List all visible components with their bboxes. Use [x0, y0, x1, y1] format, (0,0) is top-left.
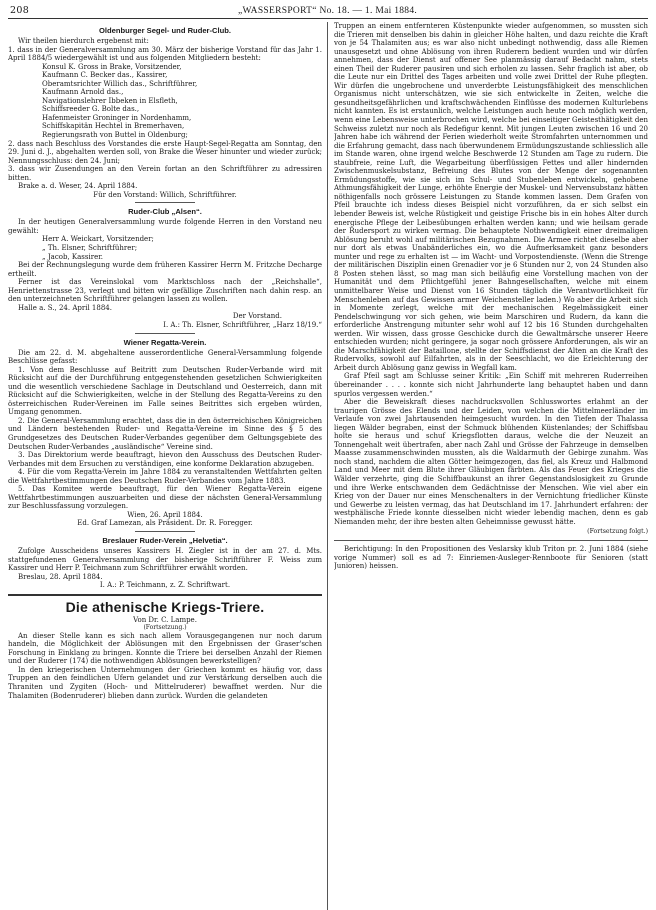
list-item: Regierungsrath von Buttel in Oldenburg;	[42, 131, 188, 140]
continuation-note: (Fortsetzung.)	[143, 624, 187, 632]
paragraph: Ferner ist das Vereinslokal vom Marktschloss nach der „Reichshalle“, Henriettenstrasse 23, verlegt und bitten wir gefällige Zuschriften nach dahin resp. an den unterzeichneten Schriftführer gelangen lassen zu wollen.	[8, 278, 322, 304]
list-item: Kaufmann C. Becker das., Kassirer,	[42, 71, 168, 80]
article-author: Von Dr. C. Lampe.	[133, 615, 197, 624]
paragraph: 1. dass in der Generalversammlung am 30. März der bisherige Vorstand für das Jahr 1. April 1884/5 wiedergewählt ist und aus folgenden Mitgliedern besteht:	[8, 45, 322, 63]
left-column	[8, 22, 328, 910]
divider	[334, 540, 648, 541]
signature: Der Vorstand.	[232, 312, 282, 321]
running-title: „WASSERSPORT“ No. 18. — 1. Mai 1884.	[237, 6, 418, 16]
section-heading: Oldenburger Segel- und Ruder-Club.	[98, 26, 232, 35]
paragraph: 2. dass nach Beschluss des Vorstandes die erste Haupt-Segel-Regatta am Sonntag, den 29. Juni d. J., abgehalten werden soll, von Brake die Weser hinunter und wieder zurück; Nennungsschluss: den 24. Juni;	[8, 139, 322, 165]
paragraph: An dieser Stelle kann es sich nach allem Vorausgegangenen nur noch darum handeln, die Möglichkeit der Ablösungen mit den Ergebnissen der Graser'schen Forschung in Einklang zu bringen. Konnte die Triere bei derselben Anzahl der Riemen und der Ruderer (174) die nothwendigen Ablösungen bewerkstelligen?	[8, 631, 322, 666]
page-number: 208	[10, 5, 30, 16]
paragraph: Die am 22. d. M. abgehaltene ausserordentliche General-Versammlung folgende Beschlüsse gefasst:	[8, 348, 322, 366]
paragraph: 2. Die General-Versammlung erachtet, dass die in den österreichischen Königreichen und Ländern bestehenden Ruder- und Regatta-Vereine im Sinne des § 5 des Grundgesetzes des Deutschen Ruder-Verbandes gegenüber dem Geltungsgebiete des Deutschen Ruder-Verbandes „ausländische“ Vereine sind.	[8, 416, 322, 451]
list-item: Oberamtsrichter Willich das., Schriftführer,	[42, 79, 198, 88]
list-item: Konsul K. Gross in Brake, Vorsitzender,	[42, 62, 182, 71]
columns	[8, 22, 648, 910]
paragraph: 5. Das Komitee werde beauftragt, für den Wiener Regatta-Verein eigene Wettfahrtbestimmungen auszuarbeiten und diese der nächsten General-Versammlung zur Beschlussfassung vorzulegen.	[8, 485, 322, 511]
list-item: Hafenmeister Groninger in Nordenhamm,	[42, 113, 192, 122]
signature: I. A.: Th. Elsner, Schriftführer, „Harz 18/19.“	[163, 320, 322, 329]
article-title: Die athenische Kriegs-Triere.	[65, 598, 265, 615]
signature: Ed. Graf Lamezan, als Präsident. Dr. R. Foregger.	[77, 519, 253, 528]
dateline: Breslau, 28. April 1884.	[18, 572, 103, 581]
list-item: „ Th. Elsner, Schriftführer;	[42, 244, 138, 253]
divider	[135, 531, 195, 532]
section-oldenburger	[8, 26, 322, 199]
list-item: Schiffskapitän Hechtel in Bremerhaven,	[42, 122, 185, 131]
section-heading: Wiener Regatta-Verein.	[123, 337, 207, 347]
list-item: „ Jacob, Kassirer.	[42, 252, 104, 261]
section-heading: Breslauer Ruder-Verein „Helvetia“.	[102, 535, 228, 545]
paragraph: 1. Von dem Beschlusse auf Beitritt zum Deutschen Ruder-Verbande wird mit Rücksicht auf die der Durchführung entgegenstehenden gesetzlichen Schwierigkeiten und die wesentlich verschiedene Sachlage in Deutschland und Oesterreich, dann mit Rücksicht auf die Schwierigkeiten, welche in der Stellung des Regatta-Vereins zu den österreichischen Ruder-Vereinen im Falle seines Beitrittes sich ergeben würden, Umgang genommen.	[8, 365, 322, 417]
article-rule	[8, 594, 322, 596]
right-column	[328, 22, 648, 910]
section-heading: Ruder-Club „Alsen“.	[128, 207, 202, 217]
paragraph: Bei der Rechnungslegung wurde dem früheren Kassirer Herrn M. Fritzche Decharge ertheilt.	[8, 261, 322, 278]
section-wiener	[8, 338, 322, 528]
paragraph: In den kriegerischen Unternehmungen der Griechen kommt es häufig vor, dass Truppen an den feindlichen Ufern gelandet und zur Verstärkung derselben auch die Thraniten und Zygiten (Hoch- und Mittelruderer) bewaffnet werden. Nur die Thalamiten (Bodenruderer) blieben dann zurück. Wurden die gelandeten	[8, 665, 322, 700]
dateline: Halle a. S., 24. April 1884.	[18, 303, 112, 312]
paragraph: 3. dass wir Zusendungen an den Verein fortan an den Schriftführer zu adressiren bitten.	[8, 165, 322, 182]
continuation-note: (Fortsetzung folgt.)	[587, 528, 648, 536]
signature: Für den Vorstand: Willich, Schriftführer.	[93, 190, 237, 199]
dateline: Wien, 26. April 1884.	[127, 510, 203, 519]
dateline: Brake a. d. Weser, 24. April 1884.	[18, 182, 138, 191]
article	[8, 599, 322, 700]
paragraph: Graf Pfeil sagt am Schlusse seiner Kritik: „Ein Schiff mit mehreren Ruderreihen übereinander . . . . konnte sich nicht Jahrhunderte lang behauptet haben und dann spurlos vergessen werden.“	[334, 372, 648, 398]
paragraph: Wir theilen hierdurch ergebenst mit:	[18, 37, 149, 45]
list-item: Herr A. Weickart, Vorsitzender;	[42, 235, 154, 244]
paragraph: Truppen an einem entfernteren Küstenpunkte wieder aufgenommen, so mussten sich die Trieren mit denselben bis dahin in gleicher Höhe halten, und dazu reichte die Kraft von je 54 Thalamiten aus; es war also nicht unbedingt nothwendig, dass alle Riemen unausgesetzt und ohne Ablösung von ihren Ruderern bedient wurden und wir dürfen annehmen, dass der Dienst auf offener See planmässig darauf Bedacht nahm, stets einen Theil der Ruderer pausiren und sich erholen zu lassen. Sehr fraglich ist aber, ob die Leute nur ein Drittel des Tages arbeiten und volle zwei Drittel der Ruhe pflegten. Wir dürfen die ungebrochene und unverderbte Leistungsfähigkeit des menschlichen Organismus nicht unterschätzen, wie sie sich entwickelte in Zeiten, welche die gesundheitsgefährlichen und kraftschwächenden Einflüsse des modernen Kulturlebens nicht kannten. Es ist erstaunlich, welche Leistungen auch heute noch möglich werden, wenn eine Lebensweise unterbrochen wird, welche bei einseitiger Geistesthätigkeit den Schweiss zuletzt nur noch als Redefigur kennt. Mit jungen Leuten zwischen 16 und 20 Jahren habe ich während der Ferien wiederholt weite Stromfahrten unternommen und die Erfahrung gemacht, dass nach überwundenem Ermüdungszustande schliesslich alle im Stande waren, ohne irgend welche Beschwerde 12 Stunden am Tage zu rudern. Die staubfreie, reine Luft, die Wegarbeitung überflüssigen Fettes und aller hindernden Zwischenmuskelsubstanz, Befreiung des Blutes von der Menge der sogenannten Ermüdungsstoffe, wie sie sich im Schul- und Stubenleben entwickeln, gehobene Athmungsfähigkeit der Lunge, erhöhte Energie der Muskel- und Nervensubstanz hätten nöthigenfalls noch grössere Leistungen zu Stande kommen lassen. Dem Grafen von Pfeil brauchte ich indess dieses Beispiel nicht vorzuführen, da er sich selbst ein lebender Beweis ist, welche Rüstigkeit und geistige Frische bis in ein hohes Alter durch energische Pflege der Leibesübungen erhalten werden kann; und wie heilsam gerade der Rudersport zu wirken vermag. Die behauptete Nothwendigkeit einer dreimaligen Ablösung beruht wohl auf militärischen Bezugnahmen. Die Armee richtet dieselbe aber nur dort als etwas Unabänderliches ein, wo die Aufmerksamkeit ganz besonders munter und rege zu erhalten ist — im Wacht- und Vorpostendienste. (Wenn die Strenge der militärischen Disziplin einen Grenadier vor je 6 Stunden nur 2, von 24 Stunden also 8 Posten stehen lässt, so mag man sich beiläufig eine Vorstellung machen von der Humanität und dem Pflichtgefühl jener Bahngesellschaften, welche mit einem unmittelbarer Weise und Dienst von 16 Stunden täglich die Verantwortlichkeit für Menschenleben auf das Gewissen armer Weichensteller laden.) Wo aber die Arbeit sich in Momente zerlegt, welche mit der mechanischen Regelmässigkeit einer Pendelschwingung vor sich gehen, wie beim Marschiren und Rudern, da kann die erforderliche Anstrengung mitunter sehr wohl auf 12 bis 16 Stunden durchgehalten werden. Wir wissen, dass grosse Geschicke durch die Gewaltmärsche unserer Heere entschieden wurden; nicht geringere, ja sogar noch grössere Anforderungen, als wir an die Marschfähigkeit der Bataillone, stellte der Schiffsdienst der Alten an die Kraft des Rudervolks, sowohl auf Eilfahrten, als in der Seeschlacht, wo die Erleichterung der Arbeit durch Ablösung ganz gewiss in Wegfall kam.	[334, 22, 648, 372]
divider	[135, 202, 195, 203]
list-item: Kaufmann Arnold das.,	[42, 88, 124, 97]
list-item: Navigationslehrer Ibbeken in Elsfleth,	[42, 96, 178, 105]
page-header	[8, 6, 648, 19]
list-item: Schiffsreeder G. Bolte das.,	[42, 105, 140, 114]
divider	[135, 333, 195, 334]
correction-notice: Berichtigung: In den Propositionen des Veslarsky klub Triton pr. 2. Juni 1884 (siehe vorige Nummer) soll es ad 7: Einriemen-Ausleger-Rennboote für Senioren (statt Junioren) heissen.	[334, 545, 648, 571]
paragraph: In der heutigen Generalversammlung wurde folgende Herren in den Vorstand neu gewählt:	[8, 218, 322, 235]
signature: I. A.: P. Teichmann, z. Z. Schriftwart.	[99, 581, 231, 590]
section-alsen	[8, 207, 322, 329]
section-breslauer	[8, 536, 322, 590]
paragraph: Zufolge Ausscheidens unseres Kassirers H. Ziegler ist in der am 27. d. Mts. stattgefundenen Generalversammlung der bisherige Schriftführer F. Weiss zum Kassirer und Herr P. Teichmann zum Schriftführer erwählt worden.	[8, 546, 322, 573]
paragraph: Aber die Beweiskraft dieses nachdrucksvollen Schlusswortes erlahmt an der traurigen Grösse des Elends und der Leiden, von welchen die Mittelmeerländer im Verlaufe von zwei Jahrtausenden heimgesucht wurden. In den Tiefen der Thalassa liegen Wälder begraben, einst der Schmuck blühenden Küstenlandes; der Schiffsbau holte sie heraus und schuf Kriegsflotten daraus, welche die der Neuzeit an Tonnengehalt weit übertrafen, aber nach Zahl und Grösse der Fahrzeuge in demselben Maasse zusammenschwinden mussten, als die Waldarmuth der Gebirge zunahm. Was noch stand, nachdem die alten Götter heimgezogen, das fiel, als Kreuz und Halbmond Land und Meer mit dem Blute ihrer Gläubigen färbten. Als das Feuer des Krieges die Wälder verzehrte, ging die Schiffbaukunst an ihrer Gegenstandslosigkeit zu Grunde und ihre Werke entschwanden dem Gedächtnisse der Menschen. Wie viel aber ein Krieg von der Dauer nur eines Menschenalters in der Vernichtung friedlicher Künste und Gewerbe zu leisten vermag, das hat Deutschland im 17. Jahrhundert erfahren: der westphälische Friede konnte diesselben nicht wieder lebendig machen, denn es gab Niemanden mehr, der ihre besten alten Geheimnisse gewusst hätte.	[334, 398, 648, 526]
paragraph: 3. Das Direktorium werde beauftragt, hievon den Ausschuss des Deutschen Ruder-Verbandes mit dem Ersuchen zu verständigen, eine konforme Deklaration abzugeben.	[8, 451, 322, 468]
member-list	[8, 63, 322, 140]
paragraph: 4. Für die vom Regatta-Verein im Jahre 1884 zu veranstaltenden Wettfahrten gelten die Wettfahrtbestimmungen des Deutschen Ruder-Verbandes vom Jahre 1883.	[8, 468, 322, 485]
